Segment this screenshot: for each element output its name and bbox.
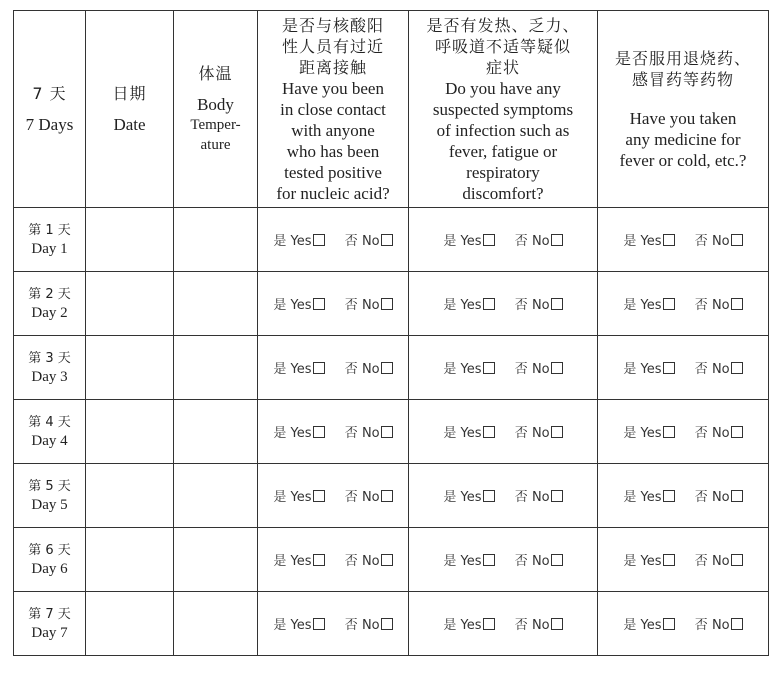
no-en-label: No [531,362,550,377]
temperature-cell[interactable] [174,400,258,464]
contact-answer-cell [258,336,409,400]
header-symptoms-en6: discomfort? [462,183,544,203]
yes-checkbox[interactable] [663,490,675,502]
day-label-en: Day 1 [31,240,68,257]
table-row [14,272,769,336]
no-checkbox[interactable] [731,234,743,246]
date-cell[interactable] [86,464,174,528]
day-cell [14,592,86,656]
day-label-cn: 第 6 天 [28,542,71,558]
no-cn-label: 否 [514,618,528,633]
yes-checkbox[interactable] [313,234,325,246]
no-cn-label: 否 [514,426,528,441]
yes-checkbox[interactable] [313,362,325,374]
day-label-en: Day 5 [31,496,68,513]
header-contact-en6: for nucleic acid? [276,183,390,203]
yes-cn-label: 是 [623,554,637,569]
no-cn-label: 否 [694,490,708,505]
no-cn-label: 否 [694,362,708,377]
no-cn-label: 否 [514,554,528,569]
no-en-label: No [711,362,730,377]
symptoms-answer-cell [409,400,598,464]
header-day-cn: 7 天 [32,84,67,103]
no-cn-label: 否 [514,234,528,249]
no-cn-label: 否 [514,490,528,505]
no-checkbox[interactable] [381,298,393,310]
yes-checkbox[interactable] [663,362,675,374]
temperature-cell[interactable] [174,528,258,592]
medicine-answer-cell [598,336,769,400]
no-en-label: No [531,298,550,313]
day-label-cn: 第 5 天 [28,478,71,494]
symptoms-answer-cell [409,528,598,592]
day-label-cn: 第 3 天 [28,350,71,366]
yes-en-label: Yes [460,618,482,633]
yes-checkbox[interactable] [313,426,325,438]
date-cell[interactable] [86,336,174,400]
header-temp-en2: Temper- [190,117,241,133]
no-en-label: No [361,554,380,569]
no-en-label: No [531,234,550,249]
yes-checkbox[interactable] [313,554,325,566]
no-checkbox[interactable] [731,426,743,438]
day-cell [14,464,86,528]
day-label-en: Day 3 [31,368,68,385]
header-medicine-cn1: 是否服用退烧药、 [614,48,751,68]
yes-checkbox[interactable] [483,362,495,374]
header-temp-en3: ature [200,137,231,153]
header-contact-en1: Have you been [282,78,384,98]
no-en-label: No [361,490,380,505]
no-en-label: No [531,618,550,633]
day-label-cn: 第 1 天 [28,222,71,238]
header-day [14,11,86,208]
yes-cn-label: 是 [443,362,457,377]
header-contact-en2: in close contact [280,99,386,119]
yes-cn-label: 是 [273,490,287,505]
yes-cn-label: 是 [273,426,287,441]
day-label-en: Day 2 [31,304,68,321]
no-en-label: No [361,298,380,313]
yes-en-label: Yes [460,298,482,313]
contact-answer-cell [258,272,409,336]
day-cell [14,208,86,272]
yes-checkbox[interactable] [483,234,495,246]
no-checkbox[interactable] [551,618,563,630]
no-en-label: No [361,362,380,377]
no-cn-label: 否 [514,298,528,313]
no-cn-label: 否 [694,426,708,441]
yes-en-label: Yes [290,298,312,313]
no-checkbox[interactable] [731,554,743,566]
header-symptoms-en4: fever, fatigue or [448,141,558,161]
yes-checkbox[interactable] [483,426,495,438]
medicine-answer-cell [598,272,769,336]
no-cn-label: 否 [694,554,708,569]
header-contact-en5: tested positive [284,162,382,182]
header-contact-cn3: 距离接触 [298,57,367,77]
yes-en-label: Yes [640,490,662,505]
date-cell[interactable] [86,208,174,272]
yes-cn-label: 是 [443,618,457,633]
yes-checkbox[interactable] [663,426,675,438]
no-cn-label: 否 [694,234,708,249]
no-cn-label: 否 [344,362,358,377]
no-cn-label: 否 [344,490,358,505]
yes-en-label: Yes [290,426,312,441]
no-checkbox[interactable] [551,554,563,566]
header-contact-cn1: 是否与核酸阳 [281,15,384,35]
yes-cn-label: 是 [623,234,637,249]
no-checkbox[interactable] [381,554,393,566]
header-contact-en4: who has been [286,141,380,161]
yes-checkbox[interactable] [663,234,675,246]
medicine-answer-cell [598,400,769,464]
no-checkbox[interactable] [551,490,563,502]
medicine-answer-cell [598,208,769,272]
date-cell[interactable] [86,592,174,656]
contact-answer-cell [258,592,409,656]
yes-en-label: Yes [640,362,662,377]
yes-cn-label: 是 [443,554,457,569]
yes-cn-label: 是 [623,362,637,377]
no-en-label: No [531,426,550,441]
yes-checkbox[interactable] [313,490,325,502]
header-temp [174,11,258,208]
no-cn-label: 否 [514,362,528,377]
contact-answer-cell [258,464,409,528]
no-checkbox[interactable] [381,426,393,438]
header-medicine-en3: fever or cold, etc.? [619,150,747,170]
no-cn-label: 否 [344,298,358,313]
yes-cn-label: 是 [273,554,287,569]
yes-checkbox[interactable] [663,554,675,566]
yes-checkbox[interactable] [663,618,675,630]
yes-en-label: Yes [290,618,312,633]
header-date-en: Date [113,115,146,134]
no-checkbox[interactable] [381,618,393,630]
no-en-label: No [531,554,550,569]
yes-checkbox[interactable] [483,618,495,630]
yes-cn-label: 是 [443,234,457,249]
header-row [14,11,769,208]
table-row [14,336,769,400]
no-checkbox[interactable] [551,234,563,246]
no-cn-label: 否 [694,298,708,313]
day-label-en: Day 4 [31,432,68,449]
temperature-cell[interactable] [174,464,258,528]
no-en-label: No [711,490,730,505]
no-checkbox[interactable] [731,618,743,630]
day-cell [14,528,86,592]
header-symptoms-en1: Do you have any [445,78,561,98]
yes-en-label: Yes [290,234,312,249]
no-cn-label: 否 [694,618,708,633]
header-day-en: 7 Days [25,115,74,134]
yes-cn-label: 是 [623,426,637,441]
no-en-label: No [711,618,730,633]
yes-en-label: Yes [640,234,662,249]
yes-en-label: Yes [290,554,312,569]
yes-cn-label: 是 [273,234,287,249]
no-cn-label: 否 [344,554,358,569]
symptoms-answer-cell [409,464,598,528]
yes-en-label: Yes [640,554,662,569]
date-cell[interactable] [86,528,174,592]
header-symptoms-cn2: 呼吸道不适等疑似 [434,36,571,56]
medicine-answer-cell [598,528,769,592]
symptoms-answer-cell [409,208,598,272]
header-symptoms-en5: respiratory [466,162,540,182]
header-contact-en3: with anyone [291,120,375,140]
header-temp-en1: Body [197,95,234,114]
no-cn-label: 否 [344,426,358,441]
no-en-label: No [361,618,380,633]
header-contact [258,11,409,208]
medicine-answer-cell [598,464,769,528]
yes-checkbox[interactable] [313,618,325,630]
no-checkbox[interactable] [731,362,743,374]
yes-cn-label: 是 [623,618,637,633]
header-medicine-en2: any medicine for [625,129,741,149]
header-temp-cn: 体温 [198,64,233,83]
header-symptoms-cn3: 症状 [485,57,520,77]
yes-cn-label: 是 [273,298,287,313]
yes-en-label: Yes [460,234,482,249]
contact-answer-cell [258,528,409,592]
header-medicine-cn2: 感冒药等药物 [631,69,734,89]
header-symptoms-en2: suspected symptoms [432,99,574,119]
yes-en-label: Yes [460,362,482,377]
day-label-en: Day 7 [31,624,68,641]
day-cell [14,272,86,336]
no-checkbox[interactable] [731,490,743,502]
header-symptoms-cn1: 是否有发热、乏力、 [426,15,580,35]
header-medicine [598,11,769,208]
yes-en-label: Yes [290,490,312,505]
no-en-label: No [711,554,730,569]
medicine-answer-cell [598,592,769,656]
yes-cn-label: 是 [623,490,637,505]
yes-cn-label: 是 [623,298,637,313]
yes-en-label: Yes [640,298,662,313]
header-contact-cn2: 性人员有过近 [281,36,384,56]
no-checkbox[interactable] [551,362,563,374]
temperature-cell[interactable] [174,208,258,272]
symptoms-answer-cell [409,592,598,656]
yes-cn-label: 是 [443,298,457,313]
no-en-label: No [711,298,730,313]
day-label-cn: 第 2 天 [28,286,71,302]
no-cn-label: 否 [344,618,358,633]
yes-cn-label: 是 [273,618,287,633]
yes-en-label: Yes [640,618,662,633]
yes-checkbox[interactable] [663,298,675,310]
header-date-cn: 日期 [112,84,147,103]
yes-en-label: Yes [460,554,482,569]
yes-cn-label: 是 [443,490,457,505]
no-en-label: No [711,426,730,441]
yes-checkbox[interactable] [483,490,495,502]
contact-answer-cell [258,400,409,464]
yes-en-label: Yes [640,426,662,441]
table-row [14,528,769,592]
header-date [86,11,174,208]
table-row [14,208,769,272]
table-row [14,464,769,528]
yes-en-label: Yes [460,490,482,505]
no-checkbox[interactable] [731,298,743,310]
day-cell [14,336,86,400]
no-en-label: No [361,234,380,249]
yes-cn-label: 是 [273,362,287,377]
no-checkbox[interactable] [381,490,393,502]
yes-checkbox[interactable] [483,554,495,566]
temperature-cell[interactable] [174,336,258,400]
no-cn-label: 否 [344,234,358,249]
day-label-cn: 第 4 天 [28,414,71,430]
yes-en-label: Yes [290,362,312,377]
no-checkbox[interactable] [381,234,393,246]
no-checkbox[interactable] [381,362,393,374]
no-en-label: No [711,234,730,249]
symptoms-answer-cell [409,272,598,336]
table-row [14,400,769,464]
day-label-cn: 第 7 天 [28,606,71,622]
no-checkbox[interactable] [551,426,563,438]
contact-answer-cell [258,208,409,272]
no-checkbox[interactable] [551,298,563,310]
yes-cn-label: 是 [443,426,457,441]
temperature-cell[interactable] [174,272,258,336]
yes-checkbox[interactable] [483,298,495,310]
symptoms-answer-cell [409,336,598,400]
no-en-label: No [531,490,550,505]
date-cell[interactable] [86,400,174,464]
header-medicine-en1: Have you taken [629,108,737,128]
day-label-en: Day 6 [31,560,68,577]
day-cell [14,400,86,464]
date-cell[interactable] [86,272,174,336]
table-row [14,592,769,656]
yes-en-label: Yes [460,426,482,441]
yes-checkbox[interactable] [313,298,325,310]
temperature-cell[interactable] [174,592,258,656]
header-symptoms [409,11,598,208]
header-symptoms-en3: of infection such as [436,120,570,140]
no-en-label: No [361,426,380,441]
health-record-table [13,10,769,656]
